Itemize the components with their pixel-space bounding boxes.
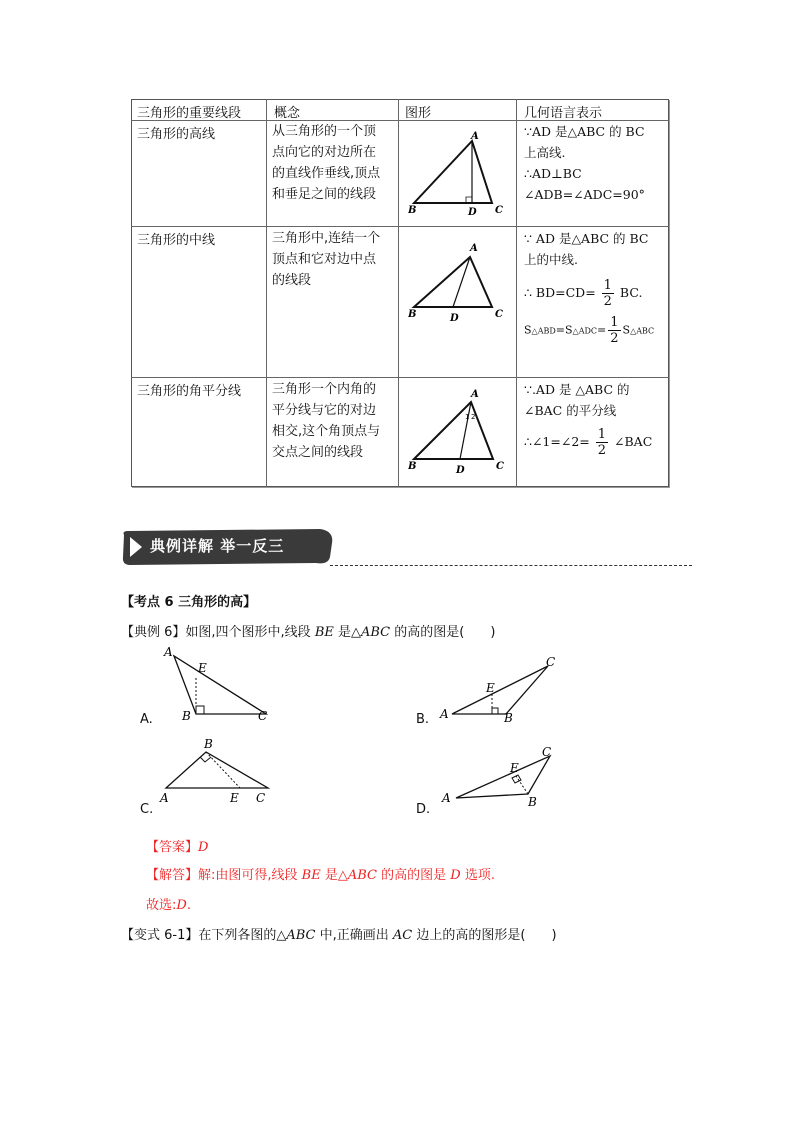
row-divider [131,377,669,378]
banner-divider [330,565,692,566]
label-E: E [198,661,207,675]
label-C: C [542,745,552,759]
label-D: D [468,207,477,218]
row-altitude-name: 三角形的高线 [137,127,216,142]
header-segment: 三角形的重要线段 [137,106,242,121]
altitude-figure [408,129,512,219]
col-divider [398,99,399,487]
bisector-figure [408,387,512,479]
explanation-line: 【解答】解:由图可得,线段 BE 是△ABC 的高的图是 D 选项. [146,868,495,883]
variant-question: 【变式 6-1】在下列各图的△ABC 中,正确画出 AC 边上的高的图形是( ) [121,928,557,943]
label-C: C [258,709,268,723]
label-E: E [230,791,239,805]
label-B: B [408,205,417,216]
label-E: E [510,761,519,775]
fraction-half: $\frac{1}{2}$ [603,278,612,309]
option-c-label: C. [140,802,154,817]
fraction-half: $\frac{1}{2}$ [610,315,619,346]
label-B: B [504,711,513,724]
header-concept: 概念 [274,106,301,121]
section-title: 【考点 6 三角形的高】 [121,595,257,610]
label-D: D [450,313,459,324]
choice-line: 故选:D. [146,898,191,913]
option-b-figure [436,652,566,724]
label-D: D [456,465,465,476]
label-B: B [408,309,417,320]
row-bisector-name: 三角形的角平分线 [137,384,242,399]
row-median-concept: 三角形中,连结一个 顶点和它对边中点 的线段 [272,231,381,288]
label-B: B [182,709,191,723]
row-altitude-geo: ∵AD 是△ABC 的 BC 上高线. ∴AD⊥BC ∠ADB=∠ADC=90° [524,124,645,202]
label-C: C [495,205,503,216]
label-B: B [408,461,417,472]
angle-2-label: 2 [471,413,476,421]
row-divider [131,226,669,227]
label-E: E [486,681,495,695]
label-B: B [528,795,537,808]
label-A: A [440,707,449,721]
label-C: C [256,791,266,805]
row-median-name: 三角形的中线 [137,233,216,248]
median-figure [408,239,512,329]
label-A: A [442,791,451,805]
label-A: A [160,791,169,805]
option-a-figure [158,642,278,724]
example-question: 【典例 6】如图,四个图形中,线段 BE 是△ABC 的高的图是( ) [121,625,496,640]
angle-1-label: 1 [465,413,470,421]
option-a-label: A. [140,712,153,727]
row-altitude-concept: 从三角形的一个顶 点向它的对边所在 的直线作垂线,顶点 和垂足之间的线段 [272,124,381,202]
label-A: A [471,389,479,400]
label-A: A [470,243,478,254]
label-A: A [164,645,173,659]
fraction-half: $\frac{1}{2}$ [597,427,607,458]
banner-title: 典例详解 举一反三 [150,537,285,555]
col-divider [516,99,517,487]
label-C: C [546,655,556,669]
segments-table [131,99,669,487]
option-d-label: D. [416,802,431,817]
col-divider [266,99,267,487]
header-geo-language: 几何语言表示 [524,106,603,121]
header-figure: 图形 [405,106,432,121]
answer-line: 【答案】D [146,840,209,855]
row-median-geo: ∵ AD 是△ABC 的 BC 上的中线. ∴ BD=CD= $\frac{1}{2}$ BC. S△ABD=S△ADC= $\frac{1}{2}$ S△ABC [524,231,655,346]
label-B: B [204,737,213,751]
row-bisector-concept: 三角形一个内角的 平分线与它的对边 相交,这个角顶点与 交点之间的线段 [272,382,381,460]
option-c-figure [158,736,280,812]
option-b-label: B. [416,712,430,727]
label-C: C [496,461,504,472]
label-C: C [495,309,503,320]
option-d-figure [436,742,566,808]
row-bisector-geo: ∵.AD 是 △ABC 的 ∠BAC 的平分线 ∴∠1=∠2= $\frac{1}{2}$ ∠BAC [524,382,653,458]
label-A: A [471,131,479,142]
